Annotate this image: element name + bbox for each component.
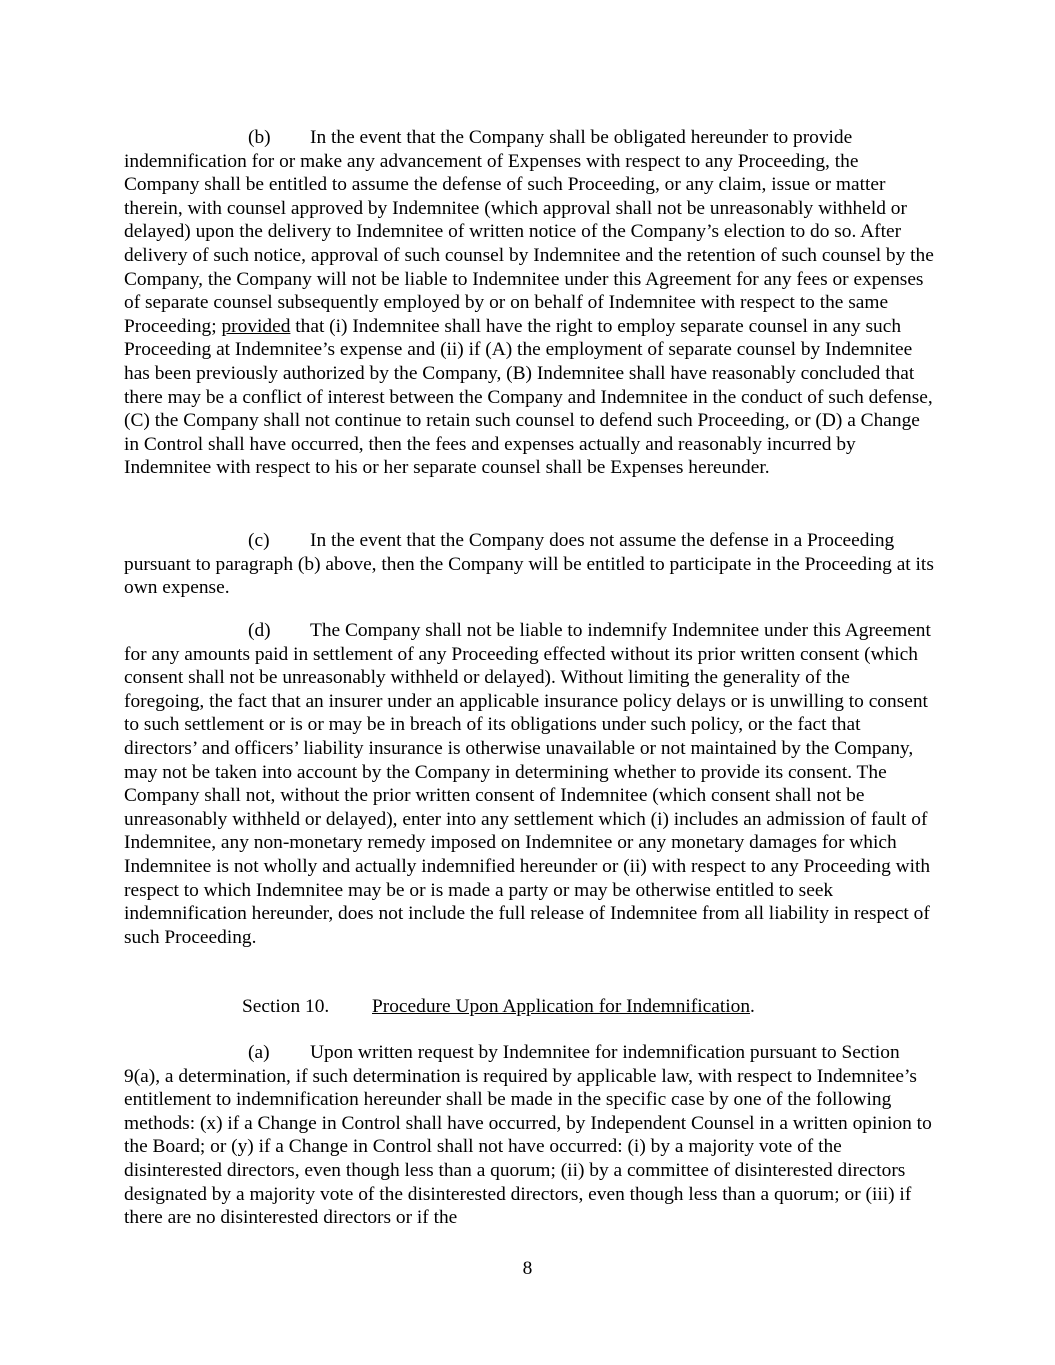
paragraph-b-label: (b)	[248, 127, 271, 148]
paragraph-c-text: In the event that the Company does not assume the defense in a Proceeding pursuant to paragraph (b) above, then the Company will be entitled to participate in the Proceeding at its own expense.	[124, 530, 934, 599]
section-title-period: .	[750, 996, 755, 1017]
paragraph-c-label: (c)	[248, 530, 270, 551]
provided-term: provided	[221, 315, 291, 337]
paragraph-b-text: In the event that the Company shall be obligated hereunder to provide indemnification for or make any advancement of Expenses with respect to any Proceeding, the Company shall be entitled to assume the defense of such Proceeding, or any claim, issue or matter therein, with counsel approved by Indemnitee (which approval shall not be unreasonably withheld or delayed) upon the delivery to Indemnitee of written notice of the Company’s election to do so. After delivery of such notice, approval of such counsel by Indemnitee and the retention of such counsel by the Company, the Company will not be liable to Indemnitee under this Agreement for any fees or expenses of separate counsel subsequently employed by or on behalf of Indemnitee with respect to the same Proceeding;	[124, 127, 934, 337]
paragraph-b-text-continued: that (i) Indemnitee shall have the right to employ separate counsel in any such Proceeding at Indemnitee’s expense and (ii) if (A) the employment of separate counsel by Indemnitee has been previously authorized by the Company, (B) Indemnitee shall have reasonably concluded that there may be a conflict of interest between the Company and Indemnitee in the conduct of such defense, (C) the Company shall not continue to retain such counsel to defend such Proceeding, or (D) a Change in Control shall have occurred, then the fees and expenses actually and reasonably incurred by Indemnitee with respect to his or her separate counsel shall be Expenses hereunder.	[124, 315, 933, 479]
section-number: Section 10.	[242, 996, 330, 1017]
page-number: 8	[522, 1258, 533, 1279]
paragraph-d-text: The Company shall not be liable to indemnify Indemnitee under this Agreement for any amounts paid in settlement of any Proceeding effected without its prior written consent (which consent shall not be unreasonably withheld or delayed). Without limiting the generality of the foregoing, the fact that an insurer under an applicable insurance policy delays or is unwilling to consent to such settlement or is or may be in breach of its obligations under such policy, or the fact that directors’ and officers’ liability insurance is otherwise unavailable or not maintained by the Company, may not be taken into account by the Company in determining whether to provide its consent. The Company shall not, without the prior written consent of Indemnitee (which consent shall not be unreasonably withheld or delayed), enter into any settlement which (i) includes an admission of fault of Indemnitee, any non-monetary remedy imposed on Indemnitee or any monetary damages for which Indemnitee is not wholly and actually indemnified hereunder or (ii) with respect to any Proceeding with respect to which Indemnitee may be or is made a party or may be otherwise entitled to seek indemnification hereunder, does not include the full release of Indemnitee from all liability in respect of such Proceeding.	[124, 620, 931, 948]
paragraph-b	[124, 126, 934, 480]
paragraph-d	[124, 619, 934, 949]
paragraph-a-text: Upon written request by Indemnitee for indemnification pursuant to Section 9(a), a determination, if such determination is required by applicable law, with respect to Indemnitee’s entitlement to indemnification hereunder shall be made in the specific case by one of the following methods: (x) if a Change in Control shall have occurred, by Independent Counsel in a written opinion to the Board; or (y) if a Change in Control shall not have occurred: (i) by a majority vote of the disinterested directors, even though less than a quorum; (ii) by a committee of disinterested directors designated by a majority vote of the disinterested directors, even though less than a quorum; or (iii) if there are no disinterested directors or if the	[124, 1042, 932, 1229]
section-heading	[242, 995, 755, 1019]
paragraph-a	[124, 1041, 934, 1230]
paragraph-a-label: (a)	[248, 1042, 270, 1063]
paragraph-d-label: (d)	[248, 620, 271, 641]
paragraph-c	[124, 529, 934, 600]
section-title: Procedure Upon Application for Indemnification	[372, 996, 751, 1017]
